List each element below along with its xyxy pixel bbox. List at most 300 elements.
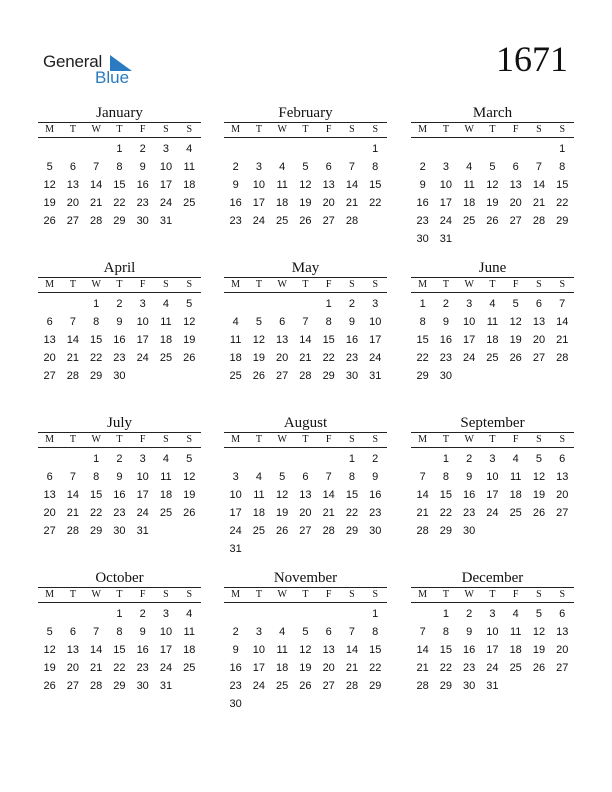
weekday-label: M	[418, 434, 428, 445]
day-cell: 29	[345, 525, 359, 537]
weekday-label: S	[186, 279, 192, 290]
day-cell: 2	[139, 608, 146, 620]
weekday-label: F	[325, 279, 332, 290]
day-cell: 16	[369, 489, 382, 501]
day-cell: 6	[46, 316, 53, 328]
empty-cell	[224, 140, 247, 158]
day-cell: 12	[43, 179, 56, 191]
weekday-label: T	[489, 434, 496, 445]
day-cell: 10	[229, 489, 242, 501]
day-cell: 2	[116, 298, 123, 310]
day-cell: 28	[532, 215, 546, 227]
weekday-label: W	[91, 434, 101, 445]
empty-cell	[411, 140, 434, 158]
day-cell: 7	[93, 626, 100, 638]
weekday-label: S	[163, 589, 169, 600]
day-cell: 11	[183, 626, 195, 638]
day-cell: 12	[532, 626, 546, 638]
day-cell: 13	[43, 489, 56, 501]
day-cell: 23	[113, 507, 126, 519]
day-cell: 27	[276, 370, 289, 382]
day-cell: 30	[229, 698, 242, 710]
weekday-label: S	[349, 124, 355, 135]
day-cell: 24	[439, 215, 453, 227]
day-cell: 2	[232, 626, 239, 638]
month-december	[411, 570, 574, 695]
day-cell: 27	[66, 680, 80, 692]
day-cell: 8	[559, 161, 566, 173]
day-cell: 23	[369, 507, 382, 519]
day-cell: 2	[466, 453, 473, 465]
weekday-label: T	[302, 279, 309, 290]
day-cell: 25	[183, 197, 196, 209]
day-cell: 1	[419, 298, 426, 310]
day-cell: 13	[66, 179, 80, 191]
day-cell: 12	[509, 316, 522, 328]
day-cell: 5	[535, 453, 543, 465]
weekday-label: F	[325, 434, 332, 445]
day-cell: 13	[556, 471, 569, 483]
month-title: October	[95, 570, 144, 586]
day-cell: 13	[322, 179, 335, 191]
day-cell: 4	[162, 298, 170, 310]
day-cell: 5	[46, 626, 53, 638]
day-cell: 1	[348, 453, 356, 465]
day-cell: 7	[302, 316, 309, 328]
day-cell: 15	[556, 179, 569, 191]
weekday-label: T	[116, 279, 123, 290]
day-cell: 9	[232, 179, 239, 191]
weekday-header	[411, 277, 574, 293]
day-cell: 10	[439, 179, 453, 191]
day-cell: 5	[489, 161, 496, 173]
empty-cell	[224, 295, 247, 313]
day-cell: 30	[113, 525, 126, 537]
day-cell: 12	[183, 471, 196, 483]
day-cell: 1	[325, 298, 332, 310]
day-cell: 16	[113, 334, 126, 346]
day-cell: 9	[442, 316, 449, 328]
day-cell: 3	[139, 298, 146, 310]
day-cell: 19	[183, 334, 196, 346]
day-cell: 7	[69, 316, 76, 328]
day-cell: 3	[489, 608, 496, 620]
day-cell: 30	[136, 680, 149, 692]
weekday-label: T	[69, 279, 76, 290]
day-cell: 1	[93, 298, 100, 310]
empty-cell	[411, 450, 434, 468]
empty-cell	[294, 295, 317, 313]
weekday-label: T	[255, 434, 262, 445]
day-cell: 17	[159, 179, 173, 191]
weekday-label: T	[442, 279, 449, 290]
day-cell: 10	[136, 316, 149, 328]
day-cell: 24	[369, 352, 382, 364]
days-grid	[411, 450, 574, 540]
day-cell: 22	[113, 662, 126, 674]
day-cell: 22	[90, 507, 103, 519]
day-cell: 10	[252, 644, 266, 656]
day-cell: 14	[90, 179, 103, 191]
weekday-label: T	[69, 589, 76, 600]
empty-cell	[294, 140, 317, 158]
day-cell: 25	[159, 352, 173, 364]
days-grid	[411, 605, 574, 695]
weekday-label: T	[442, 589, 449, 600]
empty-cell	[294, 450, 317, 468]
day-cell: 15	[439, 644, 453, 656]
day-cell: 17	[439, 197, 453, 209]
day-cell: 7	[69, 471, 76, 483]
day-cell: 18	[183, 644, 196, 656]
day-cell: 17	[463, 334, 476, 346]
day-cell: 17	[159, 644, 173, 656]
day-cell: 12	[486, 179, 499, 191]
day-cell: 27	[532, 352, 546, 364]
days-grid	[411, 140, 574, 248]
day-cell: 20	[556, 489, 569, 501]
day-cell: 29	[556, 215, 569, 227]
empty-cell	[434, 140, 457, 158]
weekday-label: S	[349, 589, 355, 600]
day-cell: 16	[136, 179, 149, 191]
day-cell: 7	[325, 471, 332, 483]
weekday-label: W	[464, 434, 474, 445]
weekday-label: M	[231, 589, 241, 600]
day-cell: 10	[369, 316, 382, 328]
weekday-label: T	[302, 124, 309, 135]
day-cell: 19	[532, 644, 546, 656]
weekday-label: S	[536, 434, 542, 445]
day-cell: 21	[556, 334, 569, 346]
day-cell: 17	[486, 489, 499, 501]
day-cell: 14	[345, 179, 359, 191]
day-cell: 3	[489, 453, 496, 465]
day-cell: 23	[463, 507, 476, 519]
day-cell: 21	[66, 352, 80, 364]
day-cell: 20	[556, 644, 569, 656]
empty-cell	[38, 140, 61, 158]
day-cell: 10	[159, 161, 173, 173]
day-cell: 27	[66, 215, 80, 227]
day-cell: 3	[372, 298, 379, 310]
day-cell: 20	[322, 197, 335, 209]
day-cell: 23	[345, 352, 359, 364]
day-cell: 22	[322, 352, 335, 364]
weekday-label: S	[163, 434, 169, 445]
day-cell: 25	[463, 215, 476, 227]
month-title: April	[103, 260, 136, 276]
day-cell: 4	[279, 626, 286, 638]
month-title: June	[478, 260, 507, 276]
weekday-label: S	[186, 589, 192, 600]
day-cell: 16	[229, 197, 242, 209]
weekday-label: S	[536, 124, 542, 135]
empty-cell	[271, 450, 294, 468]
day-cell: 5	[302, 161, 309, 173]
day-cell: 18	[509, 644, 522, 656]
weekday-label: T	[302, 434, 309, 445]
day-cell: 19	[509, 334, 522, 346]
day-cell: 6	[279, 316, 286, 328]
weekday-label: T	[255, 124, 262, 135]
days-grid	[38, 140, 201, 230]
day-cell: 18	[486, 334, 499, 346]
month-title: May	[291, 260, 320, 276]
day-cell: 14	[556, 316, 569, 328]
day-cell: 17	[252, 197, 266, 209]
weekday-label: W	[277, 279, 287, 290]
day-cell: 30	[136, 215, 149, 227]
day-cell: 27	[322, 215, 335, 227]
day-cell: 20	[509, 197, 522, 209]
day-cell: 2	[348, 298, 356, 310]
weekday-label: M	[418, 124, 428, 135]
day-cell: 15	[345, 489, 359, 501]
day-cell: 14	[416, 644, 429, 656]
month-title: January	[96, 105, 143, 121]
day-cell: 31	[439, 233, 453, 245]
day-cell: 24	[252, 680, 266, 692]
weekday-label: F	[139, 124, 146, 135]
weekday-label: S	[186, 434, 192, 445]
day-cell: 7	[348, 626, 356, 638]
day-cell: 25	[509, 507, 522, 519]
day-cell: 28	[345, 215, 359, 227]
day-cell: 19	[252, 352, 266, 364]
day-cell: 20	[43, 507, 56, 519]
day-cell: 25	[276, 215, 289, 227]
day-cell: 21	[299, 352, 312, 364]
weekday-label: F	[325, 589, 332, 600]
month-january	[38, 105, 201, 230]
day-cell: 28	[416, 525, 429, 537]
day-cell: 28	[322, 525, 335, 537]
day-cell: 29	[90, 370, 103, 382]
day-cell: 7	[559, 298, 566, 310]
weekday-label: S	[372, 434, 378, 445]
day-cell: 19	[486, 197, 499, 209]
day-cell: 24	[159, 662, 173, 674]
day-cell: 13	[66, 644, 80, 656]
weekday-header	[411, 122, 574, 138]
day-cell: 28	[556, 352, 569, 364]
day-cell: 1	[442, 608, 449, 620]
day-cell: 13	[276, 334, 289, 346]
day-cell: 8	[419, 316, 426, 328]
day-cell: 10	[159, 626, 173, 638]
day-cell: 29	[322, 370, 335, 382]
day-cell: 24	[486, 507, 499, 519]
weekday-label: T	[489, 589, 496, 600]
day-cell: 7	[535, 161, 543, 173]
day-cell: 4	[186, 608, 193, 620]
day-cell: 20	[43, 352, 56, 364]
day-cell: 16	[113, 489, 126, 501]
day-cell: 25	[229, 370, 242, 382]
day-cell: 14	[299, 334, 312, 346]
empty-cell	[224, 450, 247, 468]
day-cell: 29	[90, 525, 103, 537]
day-cell: 1	[116, 608, 123, 620]
day-cell: 22	[556, 197, 569, 209]
day-cell: 28	[90, 680, 103, 692]
day-cell: 15	[113, 179, 126, 191]
day-cell: 25	[159, 507, 173, 519]
weekday-header	[38, 277, 201, 293]
day-cell: 30	[463, 680, 476, 692]
logo-text-general: General	[43, 52, 103, 71]
day-cell: 3	[162, 608, 170, 620]
empty-cell	[247, 605, 270, 623]
day-cell: 14	[66, 489, 80, 501]
day-cell: 13	[299, 489, 312, 501]
month-title: February	[278, 105, 333, 121]
day-cell: 6	[512, 161, 519, 173]
day-cell: 14	[90, 644, 103, 656]
weekday-label: S	[349, 434, 355, 445]
day-cell: 25	[509, 662, 522, 674]
day-cell: 5	[186, 298, 193, 310]
day-cell: 30	[369, 525, 382, 537]
day-cell: 3	[442, 161, 449, 173]
day-cell: 9	[348, 316, 356, 328]
day-cell: 13	[532, 316, 546, 328]
weekday-label: T	[442, 124, 449, 135]
day-cell: 13	[556, 626, 569, 638]
day-cell: 17	[136, 489, 149, 501]
day-cell: 9	[139, 626, 146, 638]
weekday-label: S	[163, 279, 169, 290]
day-cell: 1	[372, 143, 379, 155]
day-cell: 14	[66, 334, 80, 346]
day-cell: 7	[419, 471, 426, 483]
day-cell: 3	[162, 143, 170, 155]
empty-cell	[317, 450, 340, 468]
weekday-label: S	[372, 279, 378, 290]
weekday-header	[38, 432, 201, 448]
day-cell: 6	[46, 471, 53, 483]
day-cell: 27	[43, 525, 56, 537]
weekday-label: T	[489, 124, 496, 135]
day-cell: 11	[183, 161, 195, 173]
day-cell: 20	[299, 507, 312, 519]
day-cell: 19	[43, 197, 56, 209]
day-cell: 18	[183, 179, 196, 191]
day-cell: 10	[486, 626, 499, 638]
month-october	[38, 570, 201, 695]
empty-cell	[340, 140, 363, 158]
day-cell: 21	[416, 662, 429, 674]
day-cell: 10	[252, 179, 266, 191]
day-cell: 24	[229, 525, 242, 537]
weekday-label: T	[255, 279, 262, 290]
weekday-label: F	[139, 279, 146, 290]
empty-cell	[411, 605, 434, 623]
day-cell: 17	[136, 334, 149, 346]
day-cell: 8	[93, 316, 100, 328]
day-cell: 29	[439, 525, 453, 537]
day-cell: 30	[463, 525, 476, 537]
weekday-label: T	[69, 124, 76, 135]
day-cell: 24	[486, 662, 499, 674]
day-cell: 28	[66, 525, 80, 537]
day-cell: 4	[255, 471, 262, 483]
day-cell: 16	[463, 644, 476, 656]
day-cell: 15	[90, 334, 103, 346]
weekday-label: F	[139, 434, 146, 445]
day-cell: 11	[276, 179, 288, 191]
empty-cell	[247, 140, 270, 158]
day-cell: 11	[229, 334, 242, 346]
day-cell: 24	[136, 352, 149, 364]
day-cell: 5	[512, 298, 519, 310]
day-cell: 25	[276, 680, 289, 692]
day-cell: 12	[252, 334, 266, 346]
month-july	[38, 415, 201, 540]
day-cell: 9	[139, 161, 146, 173]
day-cell: 2	[466, 608, 473, 620]
day-cell: 11	[486, 316, 499, 328]
day-cell: 18	[463, 197, 476, 209]
day-cell: 15	[369, 644, 382, 656]
weekday-label: W	[464, 279, 474, 290]
day-cell: 11	[160, 316, 172, 328]
month-august	[224, 415, 387, 558]
empty-cell	[271, 140, 294, 158]
day-cell: 26	[183, 352, 196, 364]
day-cell: 26	[299, 215, 312, 227]
day-cell: 7	[348, 161, 356, 173]
day-cell: 27	[322, 680, 335, 692]
day-cell: 27	[43, 370, 56, 382]
weekday-label: W	[277, 589, 287, 600]
day-cell: 2	[372, 453, 379, 465]
day-cell: 14	[532, 179, 546, 191]
day-cell: 14	[345, 644, 359, 656]
day-cell: 23	[439, 352, 453, 364]
day-cell: 5	[46, 161, 53, 173]
day-cell: 11	[253, 489, 265, 501]
weekday-header	[224, 432, 387, 448]
day-cell: 26	[252, 370, 266, 382]
weekday-label: F	[512, 279, 519, 290]
brand-logo	[43, 52, 143, 88]
day-cell: 9	[372, 471, 379, 483]
day-cell: 3	[232, 471, 239, 483]
empty-cell	[271, 295, 294, 313]
weekday-label: M	[45, 124, 55, 135]
day-cell: 7	[93, 161, 100, 173]
weekday-label: T	[116, 589, 123, 600]
weekday-label: M	[418, 279, 428, 290]
day-cell: 29	[113, 680, 126, 692]
day-cell: 23	[229, 680, 242, 692]
day-cell: 26	[532, 507, 546, 519]
days-grid	[224, 605, 387, 713]
day-cell: 24	[159, 197, 173, 209]
day-cell: 26	[486, 215, 499, 227]
day-cell: 9	[466, 626, 473, 638]
month-april	[38, 260, 201, 385]
day-cell: 4	[162, 453, 170, 465]
weekday-header	[38, 587, 201, 603]
day-cell: 18	[252, 507, 266, 519]
day-cell: 16	[416, 197, 429, 209]
weekday-label: F	[512, 124, 519, 135]
day-cell: 18	[159, 489, 173, 501]
empty-cell	[340, 605, 363, 623]
